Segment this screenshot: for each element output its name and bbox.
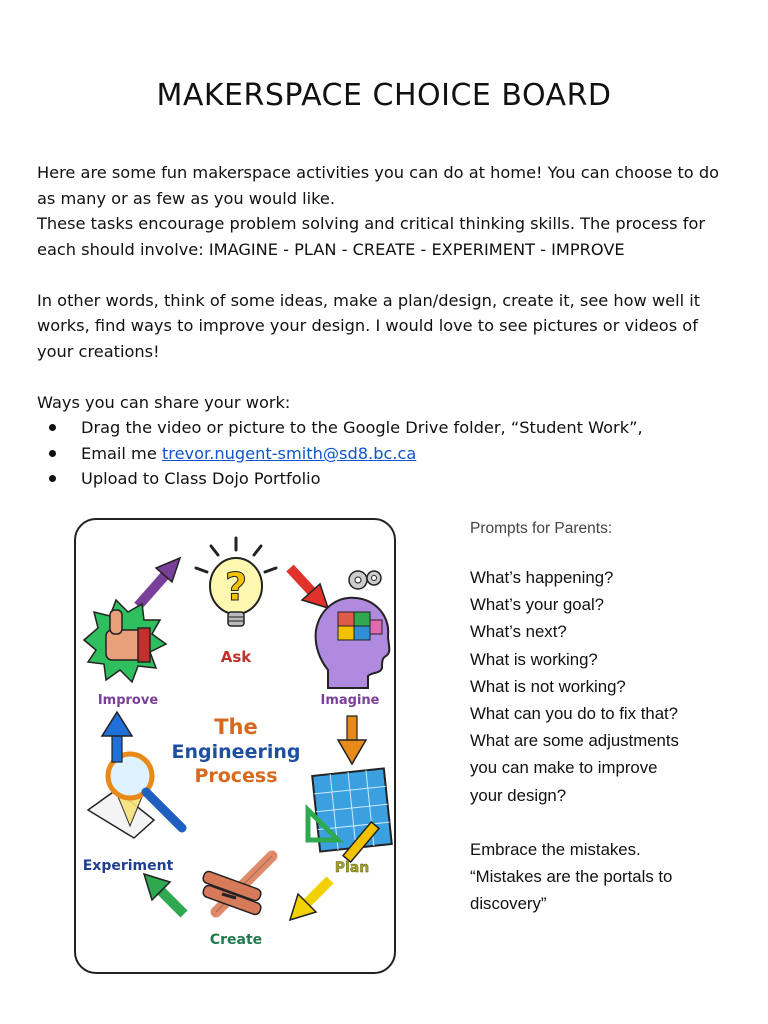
svg-text:?: ? <box>224 565 248 609</box>
prompts-heading: Prompts for Parents: <box>470 520 613 537</box>
list-item <box>37 415 737 441</box>
diagram-title-the: The <box>214 715 258 739</box>
magnifier-icon <box>88 754 182 838</box>
lightbulb-question-icon <box>196 538 276 626</box>
diagram-title-process: Process <box>194 765 278 787</box>
list-item <box>37 441 737 467</box>
prompt-line: your design? <box>470 785 567 805</box>
share-bullet-dojo: Upload to Class Dojo Portfolio <box>81 469 321 488</box>
bullet-icon <box>49 450 56 457</box>
share-list <box>37 415 737 492</box>
intro-line-1: Here are some fun makerspace activities you can do at home! You can choose to do <box>37 163 720 182</box>
explanation-line-1: In other words, think of some ideas, make a plan/design, create it, see how well it <box>37 290 701 310</box>
step-ask-label: Ask <box>220 648 252 666</box>
email-link[interactable]: trevor.nugent-smith@sd8.bc.ca <box>161 443 417 463</box>
step-plan-label: Plan <box>334 860 370 876</box>
arrow-imagine-to-plan <box>338 716 366 764</box>
explanation-line-2: works, find ways to improve your design. I would love to see pictures or videos of <box>37 316 698 335</box>
intro-line-4: each should involve: IMAGINE - PLAN - CREATE - EXPERIMENT - IMPROVE <box>37 239 625 259</box>
thumbs-up-icon <box>84 600 166 682</box>
parent-prompts <box>470 520 750 917</box>
arrow-plan-to-create <box>290 880 330 920</box>
page-title: MAKERSPACE CHOICE BOARD <box>156 78 612 113</box>
head-puzzle-icon <box>316 571 390 688</box>
intro-line-3: These tasks encourage problem solving and critical thinking skills. The process for <box>37 214 706 233</box>
diagram-title-engineering: Engineering <box>171 741 301 763</box>
tools-icon <box>202 856 272 916</box>
step-imagine-label: Imagine <box>320 693 380 708</box>
bullet-icon <box>49 475 56 482</box>
explanation-line-3: your creations! <box>37 341 160 361</box>
spacer <box>37 364 737 390</box>
closing-line-3: discovery” <box>470 894 547 914</box>
prompt-line: What’s next? <box>470 622 567 642</box>
closing-line-2: “Mistakes are the portals to <box>470 867 673 887</box>
closing-line-1: Embrace the mistakes. <box>470 839 641 859</box>
share-heading: Ways you can share your work: <box>37 392 291 412</box>
spacer <box>470 809 750 836</box>
step-improve-label: Improve <box>97 693 159 708</box>
arrow-ask-to-imagine <box>290 568 328 608</box>
prompt-line: What is not working? <box>470 676 626 696</box>
body-text <box>37 160 737 492</box>
arrow-improve-to-ask <box>138 558 180 606</box>
prompt-line: you can make to improve <box>470 758 658 778</box>
intro-line-2: as many or as few as you would like. <box>37 188 336 208</box>
arrow-create-to-experiment <box>144 874 184 914</box>
list-item <box>37 466 737 492</box>
share-bullet-email-prefix: Email me <box>81 443 162 463</box>
share-bullet-drive: Drag the video or picture to the Google Drive folder, “Student Work”, <box>81 418 643 437</box>
prompt-line: What’s happening? <box>470 568 614 587</box>
engineering-process-diagram <box>76 520 394 972</box>
engineering-process-card <box>74 518 396 974</box>
prompt-line: What can you do to fix that? <box>470 704 679 724</box>
step-create-label: Create <box>209 932 263 948</box>
spacer <box>37 262 737 288</box>
prompt-line: What is working? <box>470 649 598 669</box>
prompt-line: What’s your goal? <box>470 595 605 615</box>
step-experiment-label: Experiment <box>82 858 174 874</box>
bullet-icon <box>49 424 56 431</box>
blueprint-icon <box>308 768 392 862</box>
prompt-line: What are some adjustments <box>470 731 679 751</box>
